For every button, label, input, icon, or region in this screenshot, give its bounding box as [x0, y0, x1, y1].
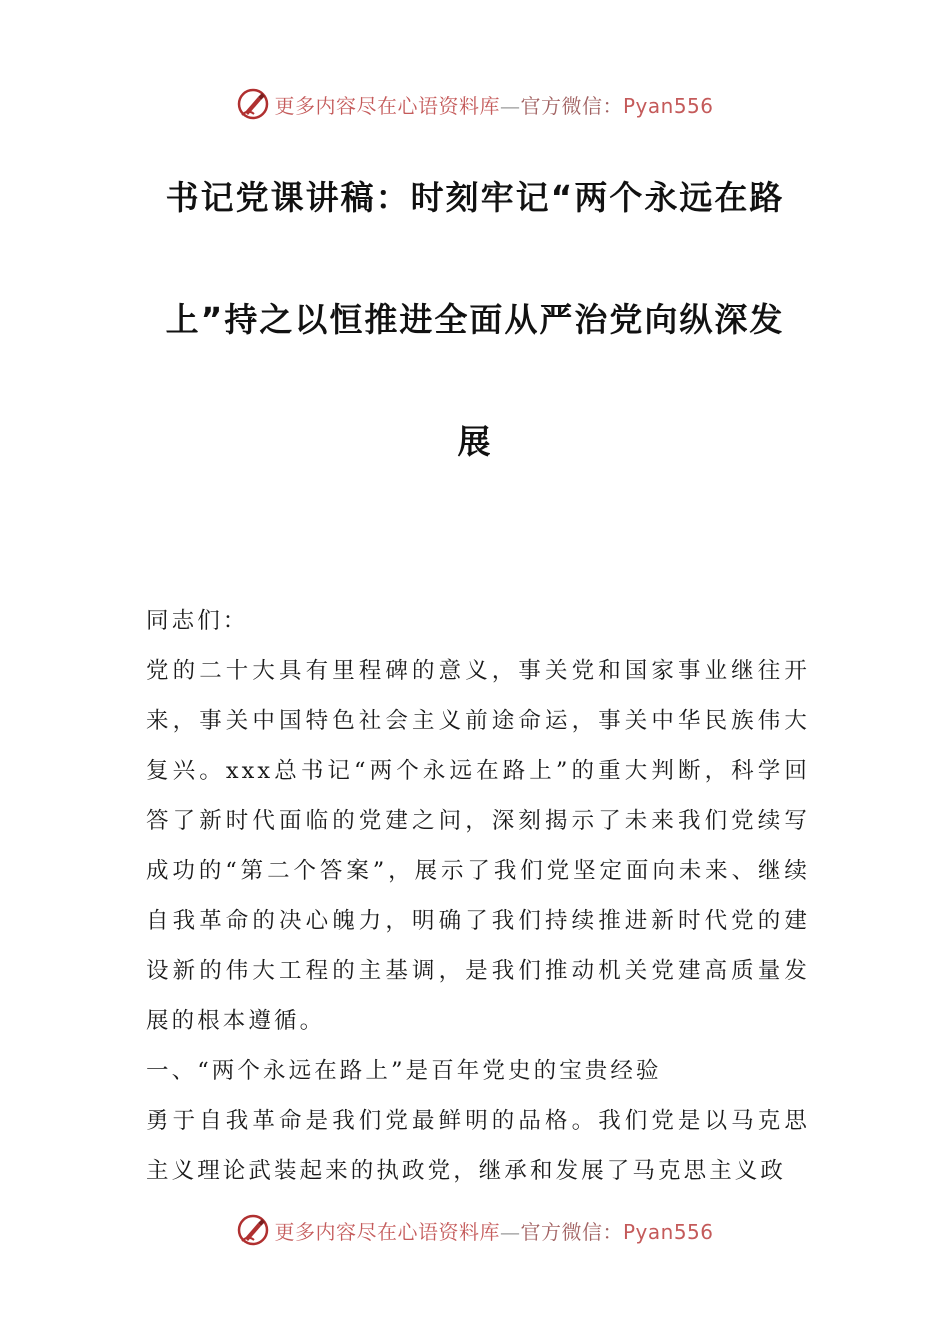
watermark-site: 更多内容尽在心语资料库 [274, 1219, 500, 1244]
watermark-wechat-id: Pyan556 [622, 93, 714, 118]
pen-logo-icon [236, 1213, 270, 1247]
watermark-wechat-label: 官方微信： [520, 1219, 623, 1244]
watermark-site: 更多内容尽在心语资料库 [274, 93, 500, 118]
title-line-2: 上”持之以恒推进全面从严治党向纵深发 [165, 300, 785, 339]
title-line-1: 书记党课讲稿：时刻牢记“两个永远在路 [165, 178, 785, 217]
watermark-bottom [0, 1210, 950, 1250]
document-title [0, 168, 950, 534]
watermark-wechat-id: Pyan556 [622, 1219, 714, 1244]
paragraph-2: 勇于自我革命是我们党最鲜明的品格。我们党是以马克思主义理论武装起来的执政党，继承和发展了马克思主义政 [146, 1108, 810, 1184]
section-heading-1: 一、“两个永远在路上”是百年党史的宝贵经验 [146, 1058, 662, 1084]
document-body [146, 596, 810, 1196]
watermark-text [274, 90, 713, 119]
greeting: 同志们： [146, 608, 249, 634]
title-line-3: 展 [457, 422, 493, 461]
pen-logo-icon [236, 87, 270, 121]
watermark-sep: — [499, 1219, 521, 1244]
watermark-sep: — [499, 93, 521, 118]
watermark-text [274, 1216, 713, 1245]
paragraph-1: 党的二十大具有里程碑的意义，事关党和国家事业继往开来，事关中国特色社会主义前途命运，事关中华民族伟大复兴。xxx总书记“两个永远在路上”的重大判断，科学回答了新时代面临的党建之问，深刻揭示了未来我们党续写成功的“第二个答案”，展示了我们党坚定面向未来、继续自我革命的决心魄力，明确了我们持续推进新时代党的建设新的伟大工程的主基调，是我们推动机关党建高质量发展的根本遵循。 [146, 658, 810, 1034]
watermark-top [0, 84, 950, 124]
watermark-wechat-label: 官方微信： [520, 93, 623, 118]
